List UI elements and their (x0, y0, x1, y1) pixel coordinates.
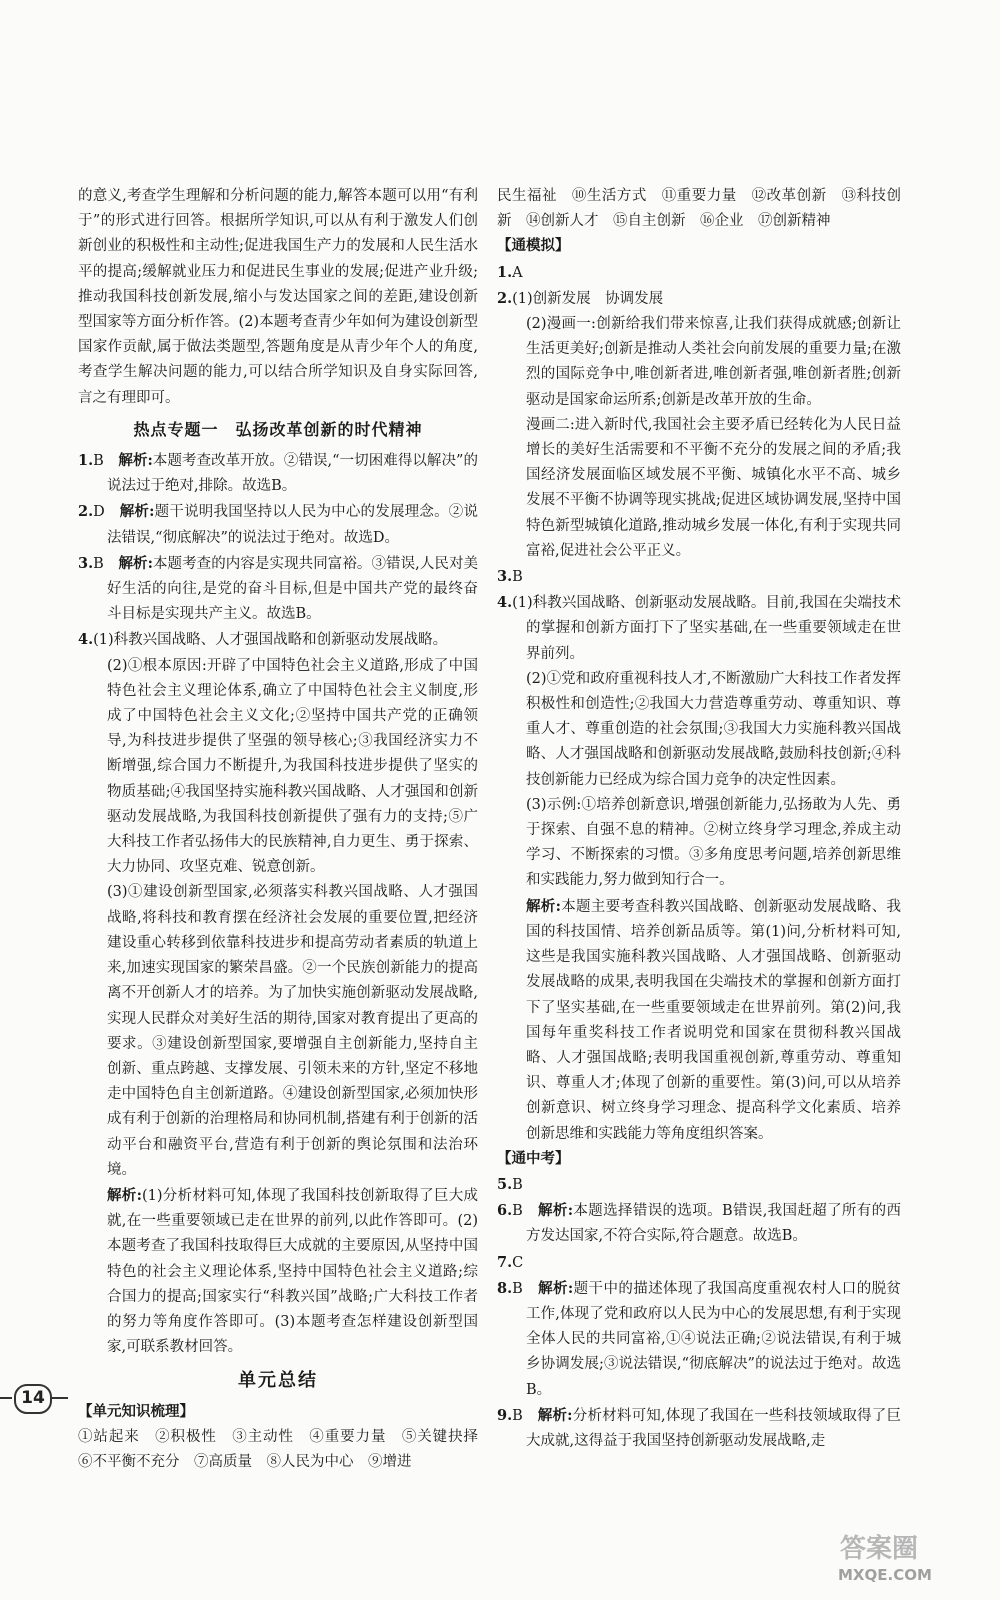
question-4-analysis: 解析:(1)分析材料可知,体现了我国科技创新取得了巨大成就,在一些重要领域已走在世界的前列,以此作答即可。(2)本题考查了我国科技取得巨大成就的主要原因,从坚持中国特色的社会主义理论体系,坚持中国特色社会主义道路;综合国力的提高;国家实行“科教兴国”战略;广大科技工作者的努力等角度作答即可。(3)本题考查怎样建设创新型国家,可联系教材回答。 (107, 1186, 478, 1356)
knowledge-text: ①站起来 ②积极性 ③主动性 ④重要力量 ⑤关键抉择 ⑥不平衡不充分 ⑦高质量 ⑧人民为中心 ⑨增进 (78, 1428, 493, 1470)
right-column (497, 184, 901, 1454)
left-column (78, 184, 493, 1475)
mock-question-4-part-1: 4.(1)科教兴国战略、创新驱动发展战略。目前,我国在尖端技术的掌握和创新方面打下了坚实基础,在一些重要领域走在世界前列。 (497, 594, 901, 662)
mock-question-4-part-3: (3)示例:①培养创新意识,增强创新能力,弘扬敢为人先、勇于探索、自强不息的精神。②树立终身学习理念,养成主动学习、不断探索的习惯。③多角度思考问题,培养创新思维和实践能力,努力做到知行合一。 (526, 796, 901, 889)
question-3: 3.B 解析:本题考查的内容是实现共同富裕。③错误,人民对美好生活的向往,是党的奋斗目标,但是中国共产党的最终奋斗目标是实现共产主义。故选B。 (78, 554, 479, 623)
mock-question-4-part-2: (2)①党和政府重视科技人才,不断激励广大科技工作者发挥积极性和创造性;②我国大力营造尊重劳动、尊重知识、尊重人才、尊重创造的社会氛围;③我国大力实施科教兴国战略、人才强国战略和创新驱动发展战略,鼓励科技创新;④科技创新能力已经成为综合国力竞争的决定性因素。 (526, 670, 901, 788)
page-number (14, 1384, 52, 1414)
mock-question-2-part-1: 2.(1)创新发展 协调发展 (497, 289, 664, 307)
zhongkao-label: 【通中考】 (497, 1150, 570, 1167)
mock-question-2-part-3: 漫画二:进入新时代,我国社会主要矛盾已经转化为人民日益增长的美好生活需要和不平衡不充分的发展之间的矛盾;我国经济发展面临区域发展不平衡、城镇化水平不高、城乡发展不平衡不协调等现实挑战;促进区域协调发展,坚持中国特色新型城镇化道路,推动城乡发展一体化,有利于实现共同富裕,促进社会公平正义。 (526, 416, 901, 559)
question-4-part-1: 4.(1)科教兴国战略、人才强国战略和创新驱动发展战略。 (78, 631, 448, 649)
watermark-logo: 答案圈 (840, 1534, 919, 1564)
page-number-line-right (52, 1397, 68, 1399)
knowledge-continued: 民生福祉 ⑩生活方式 ⑪重要力量 ⑫改革创新 ⑬科技创新 ⑭创新人才 ⑮自主创新 ⑯企业 ⑰创新精神 (497, 188, 901, 230)
zhongkao-question-8: 8.B 解析:题干中的描述体现了我国高度重视农村人口的脱贫工作,体现了党和政府以人民为中心的发展思想,有利于实现全体人民的共同富裕,①④说法正确;②说法错误,有利于城乡协调发展;③说法错误,“彻底解决”的说法过于绝对。故选B。 (497, 1279, 902, 1398)
zhongkao-question-5: 5.B (497, 1175, 523, 1193)
mock-label: 【通模拟】 (497, 238, 570, 255)
mock-question-1: 1.A (497, 263, 523, 281)
mock-question-3: 3.B (497, 568, 523, 586)
question-2: 2.D 解析:题干说明我国坚持以人民为中心的发展理念。②说法错误,“彻底解决”的说法过于绝对。故选D。 (78, 503, 479, 546)
hot-topic-heading: 热点专题一 弘扬改革创新的时代精神 (133, 419, 423, 439)
zhongkao-question-9: 9.B 解析:分析材料可知,体现了我国在一些科技领域取得了巨大成就,这得益于我国坚持创新驱动发展战略,走 (497, 1406, 902, 1449)
zhongkao-question-7: 7.C (497, 1253, 524, 1271)
watermark-url: MXQE.COM (838, 1566, 932, 1584)
intro-paragraph: 的意义,考查学生理解和分析问题的能力,解答本题可以用“有利于”的形式进行回答。根据所学知识,可以从有利于激发人们创新创业的积极性和主动性;促进我国生产力的发展和人民生活水平的提高;缓解就业压力和促进民生事业的发展;促进产业升级;推动我国科技创新发展,缩小与发达国家之间的差距,建设创新型国家等方面分析作答。(2)本题考查青少年如何为建设创新型国家作贡献,属于做法类题型,答题角度是从青少年个人的角度,考查学生解决问题的能力,可以结合所学知识及自身实际回答,言之有理即可。 (78, 188, 478, 406)
mock-question-2-part-2: (2)漫画一:创新给我们带来惊喜,让我们获得成就感;创新让生活更美好;创新是推动人类社会向前发展的重要力量;在激烈的国际竞争中,唯创新者进,唯创新者强,唯创新者胜;创新驱动是国家命运所系;创新是改革开放的生命。 (526, 316, 901, 408)
mock-question-4-analysis: 解析:本题主要考查科教兴国战略、创新驱动发展战略、我国的科技国情、培养创新品质等。第(1)问,分析材料可知,这些是我国实施科教兴国战略、人才强国战略、创新驱动发展战略的成果,表明我国在尖端技术的掌握和创新方面打下了坚实基础,在一些重要领域走在世界前列。第(2)问,我国每年重奖科技工作者说明党和国家在贯彻科教兴国战略、人才强国战略;表明我国重视创新,尊重劳动、尊重知识、尊重人才;体现了创新的重要性。第(3)问,可以从培养创新意识、树立终身学习理念、提高科学文化素质、培养创新思维和实践能力等角度组织答案。 (526, 897, 902, 1142)
unit-summary-heading: 单元总结 (238, 1370, 318, 1392)
question-4-part-2: (2)①根本原因:开辟了中国特色社会主义道路,形成了中国特色社会主义理论体系,确立了中国特色社会主义制度,形成了中国特色社会主义文化;②坚持中国共产党的正确领导,为科技进步提供了坚强的领导核心;③我国经济实力不断增强,综合国力不断提升,为我国科技进步提供了坚实的物质基础;④我国坚持实施科教兴国战略、人才强国和创新驱动发展战略,为我国科技创新提供了强有力的支持;⑤广大科技工作者弘扬伟大的民族精神,自力更生、勇于探索、大力协同、攻坚克难、锐意创新。 (107, 657, 478, 876)
question-1: 1.B 解析:本题考查改革开放。②错误,“一切困难得以解决”的说法过于绝对,排除。故选B。 (78, 452, 479, 495)
zhongkao-question-6: 6.B 解析:本题选择错误的选项。B错误,我国赶超了所有的西方发达国家,不符合实际,符合题意。故选B。 (497, 1202, 902, 1245)
question-4-part-3: (3)①建设创新型国家,必须落实科教兴国战略、人才强国战略,将科技和教育摆在经济社会发展的重要位置,把经济建设重心转移到依靠科技进步和提高劳动者素质的轨道上来,加速实现国家的繁荣昌盛。②一个民族创新能力的提高离不开创新人才的培养。为了加快实施创新驱动发展战略,实现人民群众对美好生活的期待,国家对教育提出了更高的要求。③建设创新型国家,要增强自主创新能力,坚持自主创新、重点跨越、支撑发展、引领未来的方针,坚定不移地走中国特色自主创新道路。④建设创新型国家,必须加快形成有利于创新的治理格局和协同机制,搭建有利于创新的活动平台和融资平台,营造有利于创新的舆论氛围和法治环境。 (107, 884, 478, 1178)
knowledge-label: 【单元知识梳理】 (78, 1403, 194, 1420)
page-number-line-left (0, 1397, 12, 1399)
page-number-badge: 14 (14, 1384, 52, 1414)
